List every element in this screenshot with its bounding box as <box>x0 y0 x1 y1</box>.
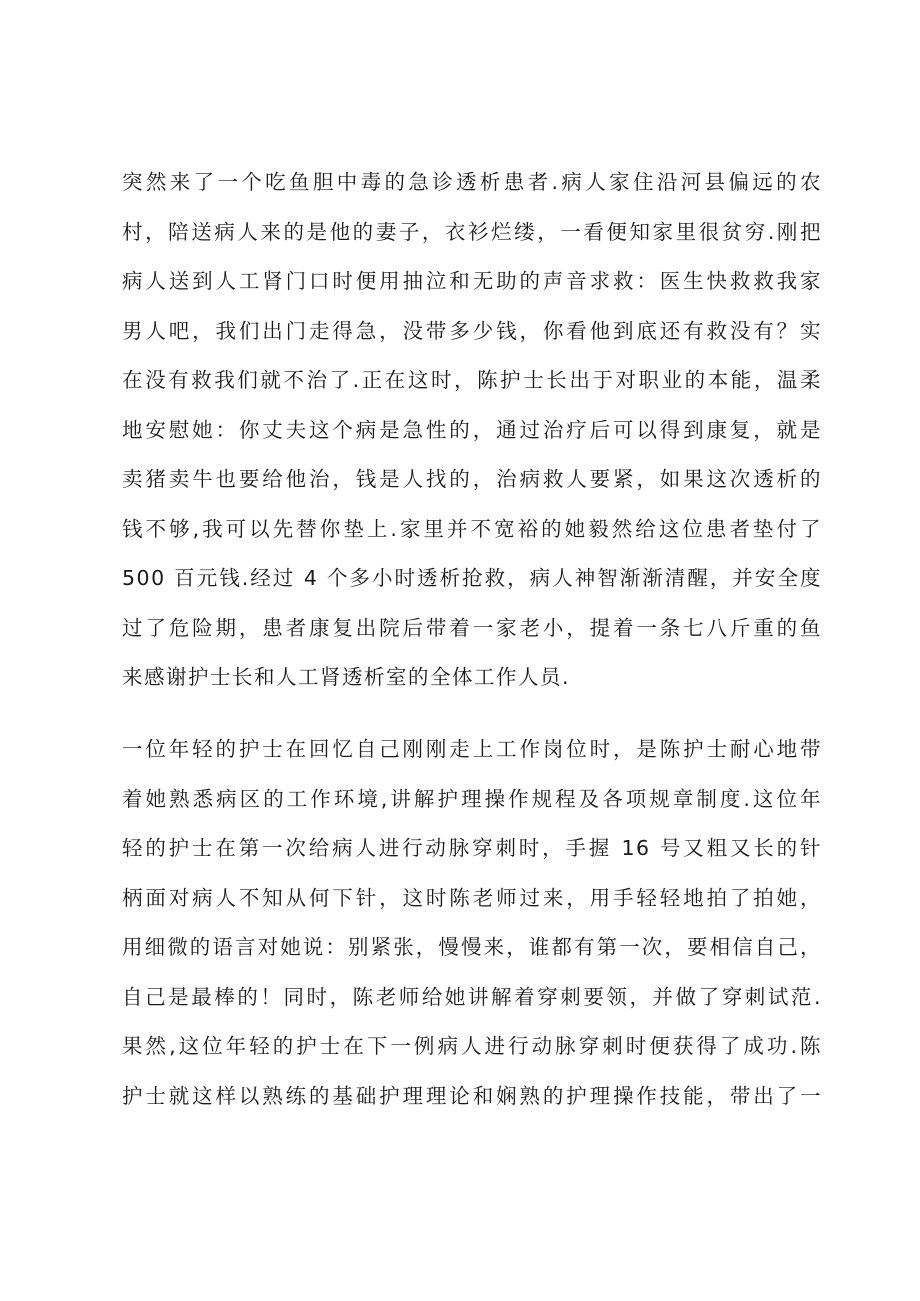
text-line: 在没有救我们就不治了.正在这时，陈护士长出于对职业的本能，温柔 <box>122 368 822 392</box>
text-line: 柄面对病人不知从何下针，这时陈老师过来，用手轻轻地拍了拍她， <box>122 885 822 910</box>
text-line: 钱不够,我可以先替你垫上.家里并不宽裕的她毅然给这位患者垫付了 <box>122 516 822 541</box>
text-line: 过了危险期，患者康复出院后带着一家老小，提着一条七八斤重的鱼 <box>122 615 822 640</box>
text-line: 地安慰她：你丈夫这个病是急性的，通过治疗后可以得到康复，就是 <box>122 417 822 442</box>
paragraph-emergency-dialysis-story <box>122 158 822 703</box>
text-line: 护士就这样以熟练的基础护理理论和娴熟的护理操作技能，带出了一 <box>122 1083 822 1108</box>
text-line: 轻的护士在第一次给病人进行动脉穿刺时，手握 16 号又粗又长的针 <box>122 836 822 860</box>
text-line: 来感谢护士长和人工肾透析室的全体工作人员. <box>122 665 571 689</box>
text-line: 突然来了一个吃鱼胆中毒的急诊透析患者.病人家住沿河县偏远的农 <box>122 170 822 194</box>
text-line: 男人吧，我们出门走得急，没带多少钱，你看他到底还有救没有？实 <box>122 318 822 343</box>
text-line: 一位年轻的护士在回忆自己刚刚走上工作岗位时，是陈护士耐心地带 <box>122 737 822 761</box>
text-line: 500 百元钱.经过 4 个多小时透析抢救，病人神智渐渐清醒，并安全度 <box>122 566 822 590</box>
paragraph-young-nurse-story <box>122 725 822 1121</box>
text-line: 果然,这位年轻的护士在下一例病人进行动脉穿刺时便获得了成功.陈 <box>122 1034 822 1058</box>
text-line: 村，陪送病人来的是他的妻子，衣衫烂缕，一看便知家里很贫穷.刚把 <box>122 219 822 244</box>
text-line: 自己是最棒的！同时，陈老师给她讲解着穿刺要领，并做了穿刺试范. <box>122 984 822 1009</box>
text-line: 着她熟悉病区的工作环境,讲解护理操作规程及各项规章制度.这位年 <box>122 786 822 811</box>
text-line: 病人送到人工肾门口时便用抽泣和无助的声音求救：医生快救救我家 <box>122 269 822 293</box>
text-line: 用细微的语言对她说：别紧张，慢慢来，谁都有第一次，要相信自己， <box>122 935 822 959</box>
text-line: 卖猪卖牛也要给他治，钱是人找的，治病救人要紧，如果这次透析的 <box>122 467 822 491</box>
